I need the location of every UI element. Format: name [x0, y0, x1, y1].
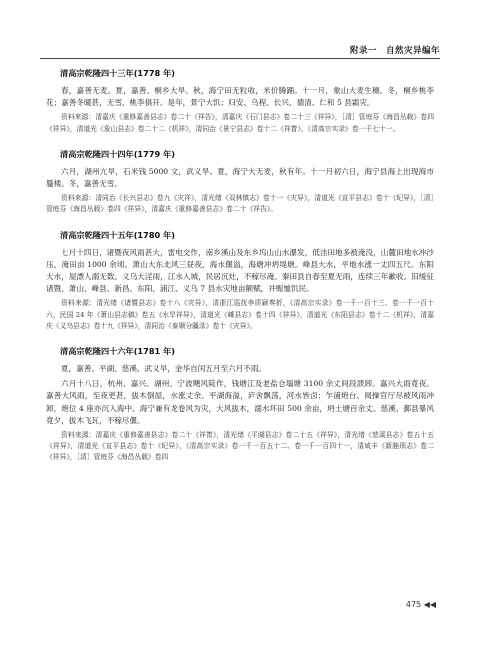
- section-1781: [46, 346, 434, 464]
- running-head: 附录一 自然灾异编年: [349, 46, 440, 56]
- main-content: [46, 68, 434, 478]
- section-1779: [46, 149, 434, 216]
- section-paragraph: 六月，湖州亢旱，石米钱 5000 文，武义旱。夏，海宁大无麦，秋有年。十一月初六日，海宁县海上出现海市蜃楼。冬，嘉善无雪。: [46, 166, 434, 189]
- section-heading: 清高宗乾隆四十三年(1778 年): [60, 68, 175, 78]
- section-heading: 清高宗乾隆四十四年(1779 年): [60, 148, 175, 159]
- section-1780: [46, 230, 434, 332]
- section-paragraph: 夏，嘉善、平湖、慈溪、武义旱，金华自闰五月至六月不雨。: [61, 364, 267, 374]
- section-source: 资料来源：清光绪《诸暨县志》卷十八《灾异》，清浙江巡抚李质颖奏折，《清高宗实录》卷一千一百十三、卷一千一百十六，民国 24 年《萧山县志稿》卷五《水旱祥异》，清道光《嵊县志》卷十四《祥异》，清道光《东阳县志》卷十二《机祥》，清嘉庆《义乌县志》卷十九《祥异》，清同治《泰顺分疆录》卷十《灾异》。: [46, 299, 434, 330]
- header-rule: [40, 58, 440, 59]
- section-heading: 清高宗乾隆四十五年(1780 年): [60, 229, 175, 240]
- section-paragraph: 春，嘉善无麦。夏，嘉善、桐乡大旱。秋，海宁田无粒收，米价腾踊。十一月，象山大麦生穗。冬，桐乡桃李花；嘉善冬暖甚，无雪，桃李俱开。是年，景宁大饥；归安、乌程、长兴、德清、仁和 5 县霜灾。: [46, 86, 434, 108]
- section-1778: [46, 68, 434, 135]
- section-paragraph: 七月十四日，诸暨夜风雨甚大，雷电交作，南乡溪山及东乡坞山山水瀑发，低洼田地多被淹没，山麓田地水冲沙压，淹田亩 1000 余顷。萧山大东北风三昼夜，海水偃溢，海塘冲坍堤塘。峰县大水，平地水涨一丈四五尺。东阳大水，屋漂人溺无数。义乌大淫雨，江水入城，民居沉灶，不稼尽淹。秦田县自春至夏无雨，连续三年歉收。旧缓征诸暨、萧山、峰县、新昌、东阳、浦江、义乌 7 县水灾地亩额赋，并赈恤饥民。: [46, 247, 434, 294]
- page-number: 475 ◀◀: [405, 600, 436, 609]
- section-source: 资料来源：清同治《长兴县志》卷九《灾祥》，清光绪《双林镇志》卷十一《灾异》，清道光《宣平县志》卷十《纪异》，［清］管庭芬《海昌丛载》卷四《祥异》，清嘉庆《重修嘉善县志》卷二十《祥告》。: [46, 194, 434, 214]
- section-source: 资料来源：清嘉庆《重修嘉善县志》卷二十《祥告》，清嘉庆《石门县志》卷二十三《祥异》，［清］管庭芬《海昌丛载》卷四《祥异》，清道光《象山县志》卷二十二《机祥》，清同治《景宁县志》卷十二《祥眚》，《清高宗实录》卷一千七十一。: [46, 113, 434, 133]
- section-source: 资料来源：清嘉庆《重修嘉善县志》卷二十《祥眚》，清光绪《平湖县志》卷二十五《祥异》，清光绪《慈溪县志》卷五十五《祥异》，清道光《宣平县志》卷十《纪异》，《清高宗实录》卷一千一百五十二、卷一千一百四十一，清咸丰《新塍琐志》卷二《祥异》，［清］管庭芬《海昌丛载》卷四: [46, 431, 434, 462]
- section-heading: 清高宗乾隆四十六年(1781 年): [60, 346, 175, 357]
- section-paragraph: 六月十八日，杭州、嘉兴、湖州、宁波飓风陡作，钱塘江及老盐仓塌塘 3100 余丈间段溃卸。嘉兴大雨竟夜。嘉善大风雨，至夜更甚，拔木倒屋，水涨丈余。平湖海溢，庐舍飘荡，河水皆卤；乍浦炮台、阅操官厅尽被风雨冲卸，炮位 4 座亦沉入海中。海宁兼有龙卷风为灾，大风拔木，溺水坏田 500 余亩，坍土塘百余丈。慈溪、鄞县暴风竟夕，拔木飞瓦，不稼尽偃。: [46, 379, 434, 425]
